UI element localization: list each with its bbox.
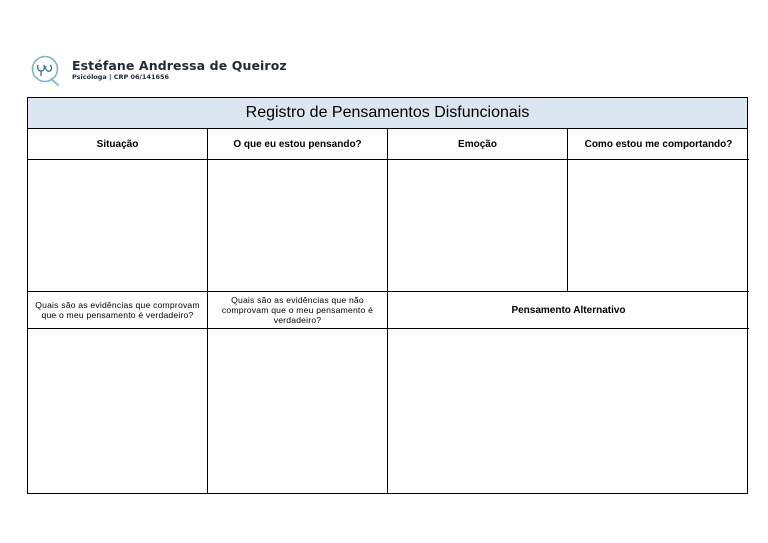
column-header-thinking: O que eu estou pensando? xyxy=(208,129,388,160)
alternative-thought-entry-area[interactable] xyxy=(388,329,749,493)
author-name: Estéfane Andressa de Queiroz xyxy=(72,58,287,73)
column-header-emotion: Emoção xyxy=(388,129,568,160)
thinking-entry-area[interactable] xyxy=(208,160,388,292)
author-credential: Psicóloga | CRP 06/141656 xyxy=(72,73,170,81)
header-text xyxy=(72,58,287,82)
situation-entry-area[interactable] xyxy=(28,160,208,292)
column-header-behavior: Como estou me comportando? xyxy=(568,129,749,160)
form-title: Registro de Pensamentos Disfuncionais xyxy=(28,98,747,129)
psi-logo-icon xyxy=(28,53,62,87)
emotion-entry-area[interactable] xyxy=(388,160,568,292)
evidence-against-header: Quais são as evidências que não comprovam que o meu pensamento é verdadeiro? xyxy=(208,292,388,329)
header xyxy=(28,52,287,88)
column-header-situation: Situação xyxy=(28,129,208,160)
thought-record-form xyxy=(27,97,748,494)
alternative-thought-header: Pensamento Alternativo xyxy=(388,292,749,329)
evidence-for-header: Quais são as evidências que comprovam que o meu pensamento é verdadeiro? xyxy=(28,292,208,329)
evidence-for-entry-area[interactable] xyxy=(28,329,208,493)
evidence-against-entry-area[interactable] xyxy=(208,329,388,493)
behavior-entry-area[interactable] xyxy=(568,160,749,292)
